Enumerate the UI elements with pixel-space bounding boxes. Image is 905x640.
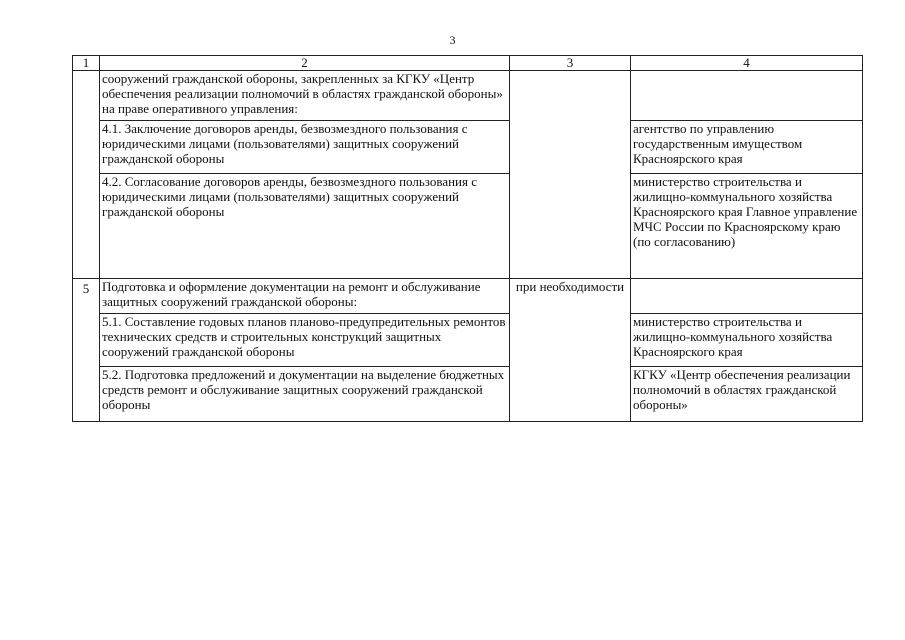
header-col-4: 4 (631, 56, 863, 71)
subitem-4-2: 4.2. Согласование договоров аренды, безвозмездного пользования с юридическими лицами (пользователями) защитных сооружений гражданской обороны (100, 174, 510, 279)
header-col-2: 2 (100, 56, 510, 71)
measures-table (72, 55, 863, 422)
responsible-cell (631, 279, 863, 314)
page-number: 3 (449, 33, 456, 47)
term-cell (510, 71, 631, 279)
subitem-4-1: 4.1. Заключение договоров аренды, безвозмездного пользования с юридическими лицами (пользователями) защитных сооружений гражданской обороны (100, 121, 510, 174)
responsible-4-2: министерство строительства и жилищно-коммунального хозяйства Красноярского края Главное управление МЧС России по Красноярскому краю (по согласованию) (631, 174, 863, 279)
row-number: 5 (73, 279, 100, 422)
subitem-5-2: 5.2. Подготовка предложений и документации на выделение бюджетных средств ремонт и обслуживание защитных сооружений гражданской обороны (100, 367, 510, 422)
item-5-title: Подготовка и оформление документации на ремонт и обслуживание защитных сооружений гражданской обороны: (100, 279, 510, 314)
table-row (73, 279, 863, 314)
table-row (73, 121, 863, 174)
responsible-5-2: КГКУ «Центр обеспечения реализации полномочий в областях гражданской обороны» (631, 367, 863, 422)
responsible-cell (631, 71, 863, 121)
row-number-cell (73, 71, 100, 279)
header-col-1: 1 (73, 56, 100, 71)
subitem-5-1: 5.1. Составление годовых планов планово-предупредительных ремонтов технических средств и строительных конструкций защитных сооружений гражданской обороны (100, 314, 510, 367)
item-intro: сооружений гражданской обороны, закрепленных за КГКУ «Центр обеспечения реализации полномочий в областях гражданской обороны» на праве оперативного управления: (100, 71, 510, 121)
table-row (73, 367, 863, 422)
responsible-4-1: агентство по управлению государственным имуществом Красноярского края (631, 121, 863, 174)
header-col-3: 3 (510, 56, 631, 71)
responsible-5-1: министерство строительства и жилищно-коммунального хозяйства Красноярского края (631, 314, 863, 367)
table-row (73, 71, 863, 121)
term-value: при необходимости (510, 279, 631, 422)
table-row (73, 174, 863, 279)
table-row (73, 314, 863, 367)
header-row (73, 56, 863, 71)
